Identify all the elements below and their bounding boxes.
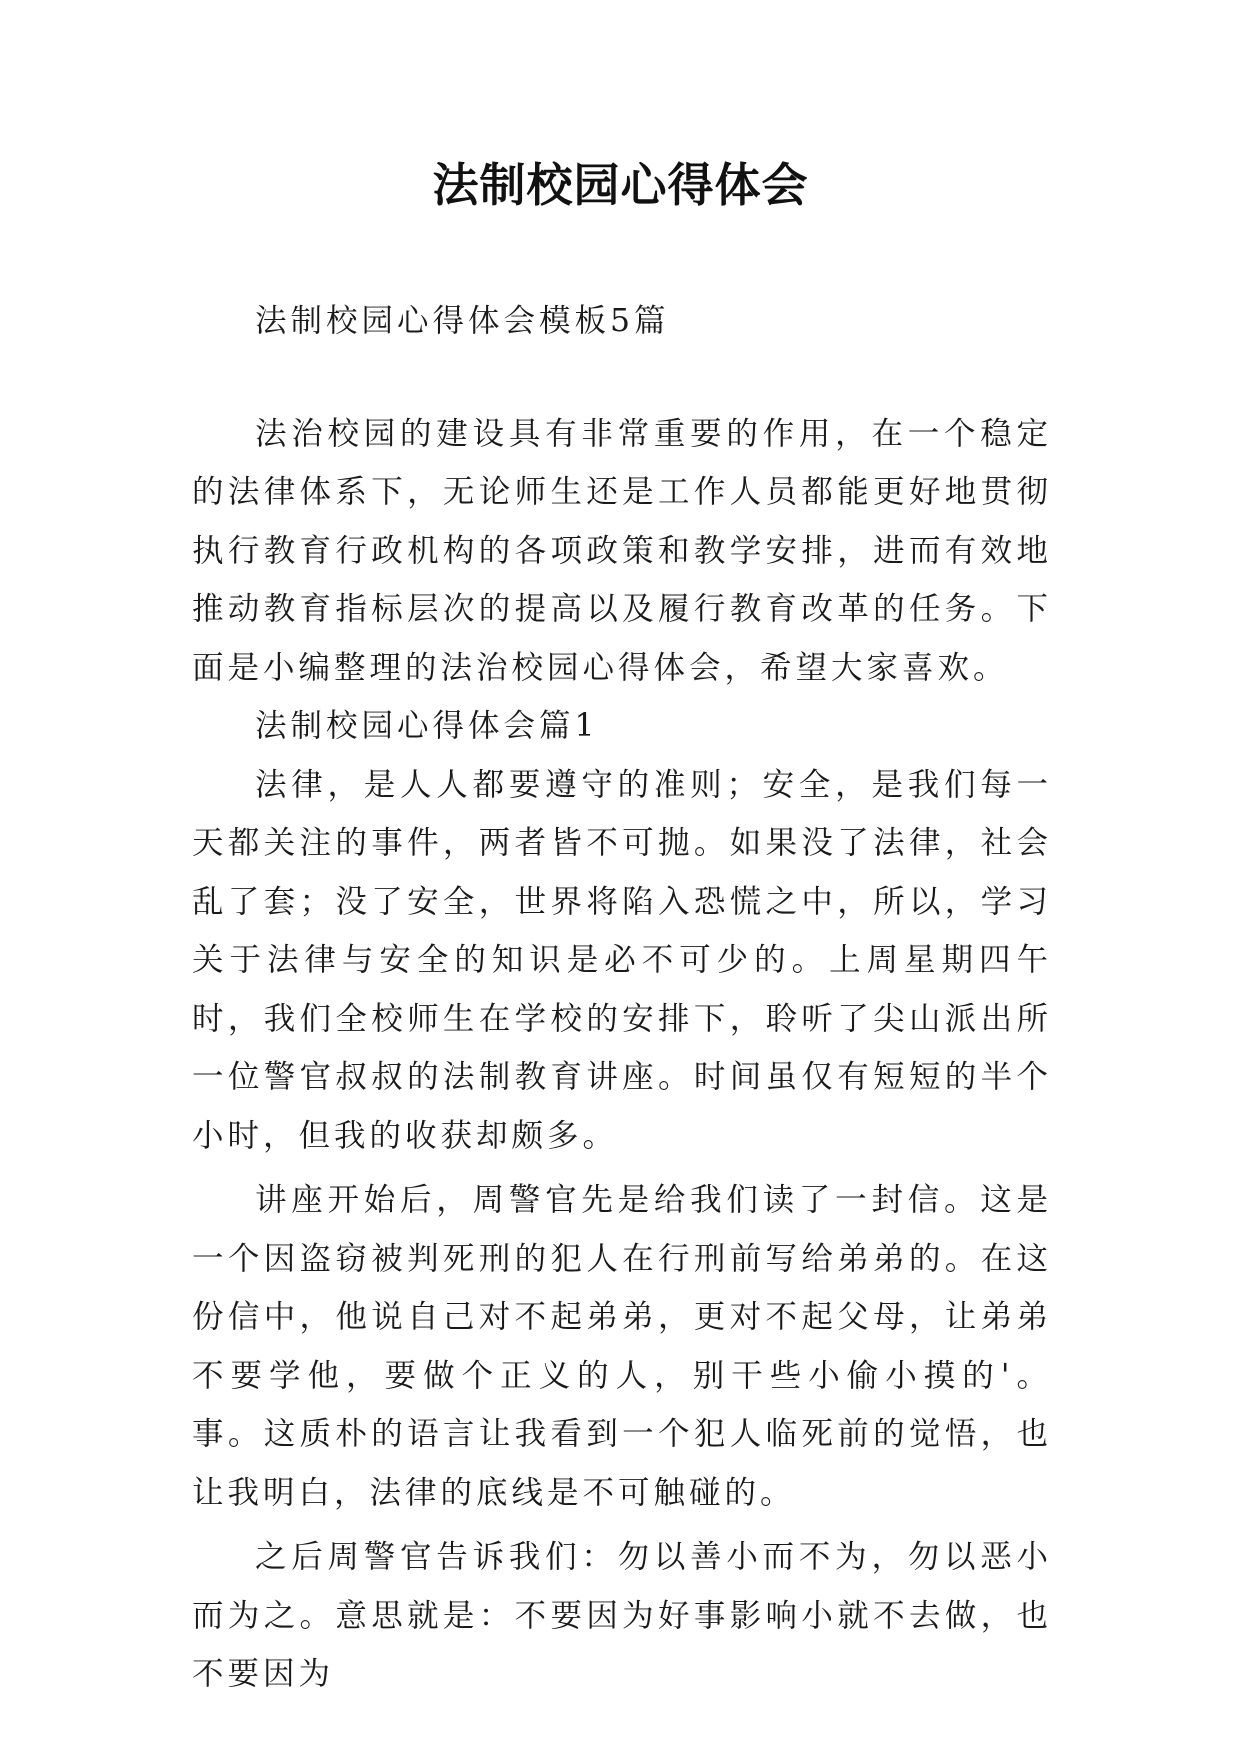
paragraph-2: 讲座开始后，周警官先是给我们读了一封信。这是一个因盗窃被判死刑的犯人在行刑前写给弟弟的。在这份信中，他说自己对不起弟弟，更对不起父母，让弟弟不要学他，要做个正义的人，别干些小偷小摸的'。事。这质朴的语言让我看到一个犯人临死前的觉悟，也让我明白，法律的底线是不可触碰的。 xyxy=(192,1182,1052,1511)
document-subtitle: 法制校园心得体会模板5篇 xyxy=(255,303,670,339)
section-heading: 法制校园心得体会篇1 xyxy=(255,708,599,744)
paragraph-1: 法律，是人人都要遵守的准则；安全，是我们每一天都关注的事件，两者皆不可抛。如果没了法律，社会乱了套；没了安全，世界将陷入恐慌之中，所以，学习关于法律与安全的知识是必不可少的。上周星期四午时，我们全校师生在学校的安排下，聆听了尖山派出所一位警官叔叔的法制教育讲座。时间虽仅有短短的半个小时，但我的收获却颇多。 xyxy=(192,766,1052,1154)
document-title: 法制校园心得体会 xyxy=(432,158,809,212)
paragraph-3: 之后周警官告诉我们：勿以善小而不为，勿以恶小而为之。意思就是：不要因为好事影响小就不去做，也不要因为 xyxy=(192,1539,1052,1692)
paragraph-intro: 法治校园的建设具有非常重要的作用，在一个稳定的法律体系下，无论师生还是工作人员都能更好地贯彻执行教育行政机构的各项政策和教学安排，进而有效地推动教育指标层次的提高以及履行教育改革的任务。下面是小编整理的法治校园心得体会，希望大家喜欢。 xyxy=(192,415,1052,686)
document-body xyxy=(192,292,1052,1704)
